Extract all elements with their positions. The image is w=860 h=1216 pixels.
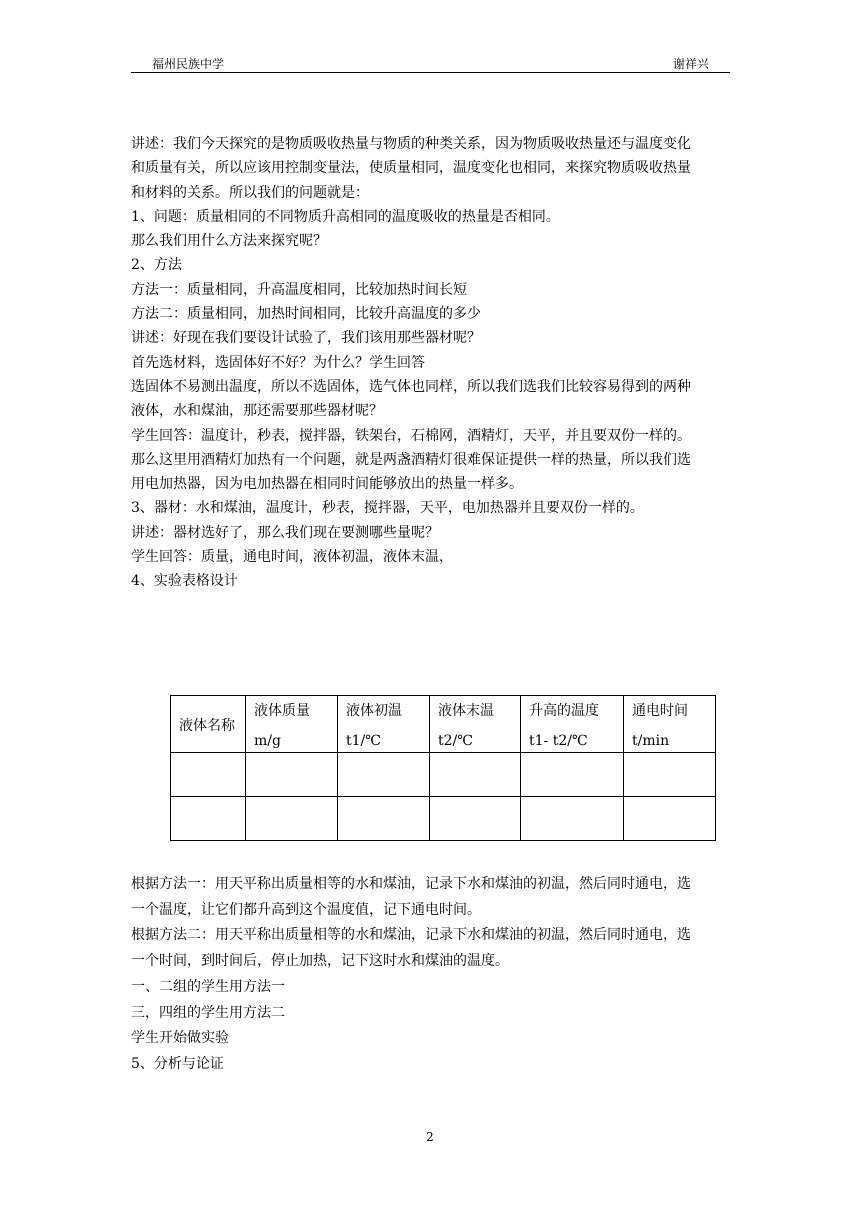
paragraph-line: 选固体不易测出温度，所以不选固体，选气体也同样，所以我们选我们比较容易得到的两种 <box>131 378 691 395</box>
table-header-cell: 液体末温 t2/℃ <box>430 696 521 753</box>
table-cell <box>624 797 716 841</box>
paragraph-line: 一个时间，到时间后，停止加热，记下这时水和煤油的温度。 <box>131 953 509 970</box>
paragraph-line: 2、方法 <box>131 257 182 274</box>
paragraph-line: 那么这里用酒精灯加热有一个问题，就是两盏酒精灯很难保证提供一样的热量，所以我们选 <box>131 451 691 468</box>
header-school: 福州民族中学 <box>152 57 225 71</box>
table-cell <box>521 797 624 841</box>
table-cell <box>430 753 521 797</box>
table-cell <box>430 797 521 841</box>
paragraph-line: 根据方法二：用天平称出质量相等的水和煤油，记录下水和煤油的初温，然后同时通电，选 <box>131 927 691 944</box>
table-header-row <box>171 696 716 753</box>
table-header-cell: 升高的温度 t1- t2/℃ <box>521 696 624 753</box>
table-cell <box>246 753 338 797</box>
paragraph-line: 讲述：我们今天探究的是物质吸收热量与物质的种类关系，因为物质吸收热量还与温度变化 <box>131 136 691 152</box>
table-cell <box>624 753 716 797</box>
table-row <box>171 797 716 841</box>
body-text-bottom <box>131 872 731 1078</box>
table-cell <box>171 753 246 797</box>
paragraph-line: 液体，水和煤油，那还需要那些器材呢？ <box>131 403 383 420</box>
paragraph-line: 方法一：质量相同，升高温度相同，比较加热时间长短 <box>131 281 467 298</box>
paragraph-line: 三，四组的学生用方法二 <box>131 1004 285 1021</box>
table-cell <box>521 753 624 797</box>
paragraph-line: 讲述：好现在我们要设计试验了，我们该用那些器材呢？ <box>131 330 481 347</box>
page-header <box>131 52 730 73</box>
table-header-cell: 液体初温 t1/℃ <box>338 696 430 753</box>
paragraph-line: 讲述：器材选好了，那么我们现在要测哪些量呢？ <box>131 524 439 541</box>
paragraph-line: 3、器材：水和煤油，温度计，秒表，搅拌器，天平，电加热器并且要双份一样的。 <box>131 500 644 517</box>
paragraph-line: 1、问题：质量相同的不同物质升高相同的温度吸收的热量是否相同。 <box>131 208 560 225</box>
table-cell <box>246 797 338 841</box>
table-cell <box>338 753 430 797</box>
header-author: 谢祥兴 <box>672 57 709 71</box>
paragraph-line: 和材料的关系。所以我们的问题就是： <box>131 184 369 201</box>
paragraph-line: 那么我们用什么方法来探究呢？ <box>131 233 327 250</box>
experiment-table <box>170 695 716 841</box>
table-cell <box>338 797 430 841</box>
table-row <box>171 753 716 797</box>
paragraph-line: 方法二：质量相同，加热时间相同，比较升高温度的多少 <box>131 306 481 323</box>
table-header-cell: 液体质量 m/g <box>246 696 338 753</box>
paragraph-line: 根据方法一：用天平称出质量相等的水和煤油，记录下水和煤油的初温，然后同时通电，选 <box>131 876 691 892</box>
paragraph-line: 4、实验表格设计 <box>131 573 238 590</box>
paragraph-line: 和质量有关，所以应该用控制变量法，使质量相同，温度变化也相同，来探究物质吸收热量 <box>131 160 691 177</box>
table-header-cell: 液体名称 <box>171 696 246 753</box>
paragraph-line: 一、二组的学生用方法一 <box>131 978 285 995</box>
paragraph-line: 用电加热器，因为电加热器在相同时间能够放出的热量一样多。 <box>131 476 523 493</box>
paragraph-line: 首先选材料，选固体好不好？为什么？学生回答 <box>131 354 425 371</box>
paragraph-line: 一个温度，让它们都升高到这个温度值，记下通电时间。 <box>131 901 481 918</box>
paragraph-line: 5、分析与论证 <box>131 1055 224 1072</box>
paragraph-line: 学生回答：质量，通电时间，液体初温，液体末温， <box>131 549 453 566</box>
paragraph-line: 学生回答：温度计，秒表，搅拌器，铁架台，石棉网，酒精灯，天平，并且要双份一样的。 <box>131 427 691 444</box>
page-number: 2 <box>426 1130 434 1144</box>
table-cell <box>171 797 246 841</box>
body-text-top <box>131 132 731 594</box>
paragraph-line: 学生开始做实验 <box>131 1030 229 1047</box>
table-header-cell: 通电时间 t/min <box>624 696 716 753</box>
